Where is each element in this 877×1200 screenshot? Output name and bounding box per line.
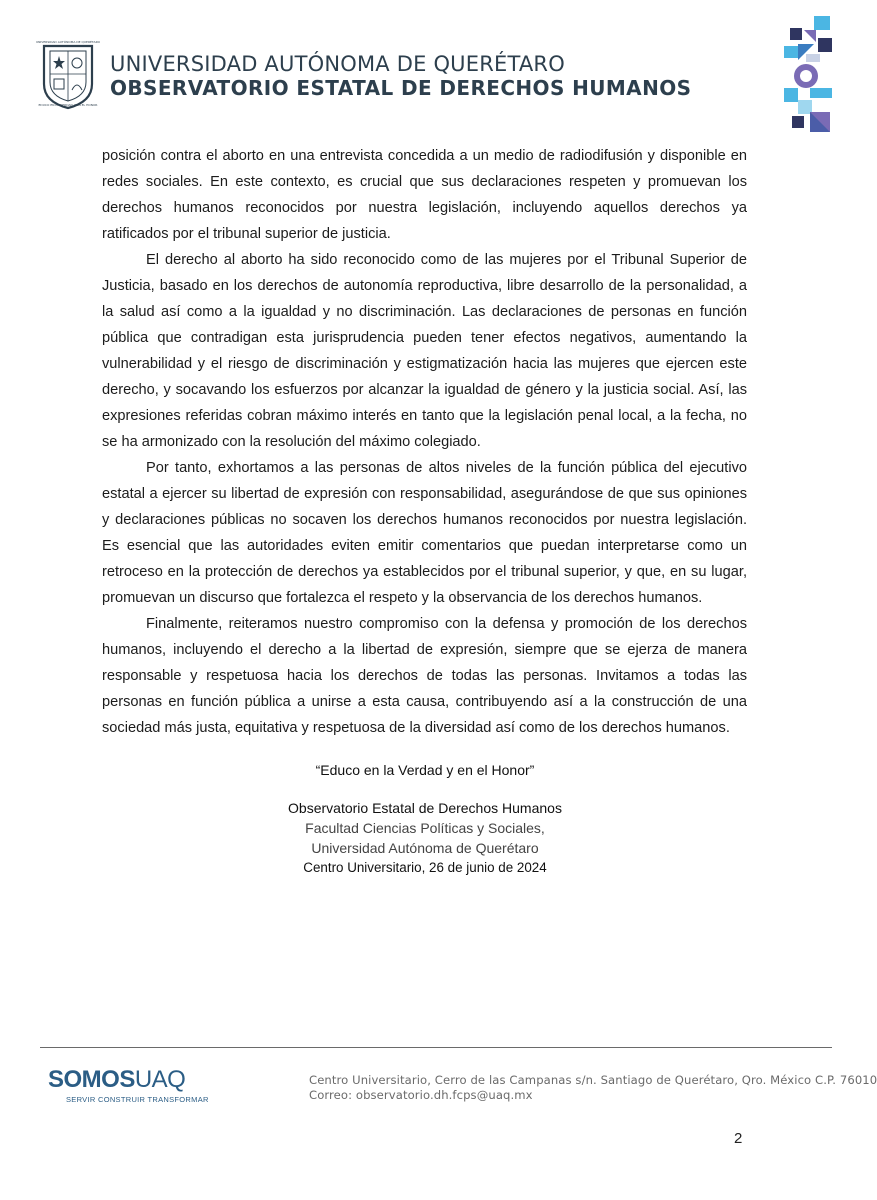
page-header: [0, 0, 849, 140]
signature-faculty: Facultad Ciencias Políticas y Sociales,: [305, 820, 545, 836]
observatory-mosaic-logo-icon: [784, 16, 834, 134]
footer-divider: [40, 1047, 832, 1048]
place-and-date: Centro Universitario, 26 de junio de 2024: [303, 860, 547, 875]
signature-university: Universidad Autónoma de Querétaro: [311, 840, 539, 856]
page-number: 2: [734, 1130, 743, 1147]
uaq-word: UAQ: [134, 1066, 186, 1093]
somos-uaq-logo: [48, 1066, 185, 1094]
university-seal-icon: [35, 38, 101, 110]
somos-word: SOMOS: [48, 1066, 135, 1093]
somos-tagline: SERVIR CONSTRUIR TRANSFORMAR: [66, 1095, 209, 1104]
signature-block: [200, 760, 650, 878]
paragraph-right-recognition: El derecho al aborto ha sido reconocido como de las mujeres por el Tribunal Superior de Justicia, basado en los derechos de autonomía reproductiva, libre desarrollo de la personalidad, a la salud así como a la igualdad y no discriminación. Las declaraciones de personas en función pública que contradigan esta jurisprudencia pueden tener efectos negativos, aumentando la vulnerabilidad y el riesgo de discriminación y estigmatización hacia las mujeres que ejercen este derecho, y socavando los esfuerzos por alcanzar la igualdad de género y la justicia social. Así, las expresiones referidas cobran máximo interés en tanto que la legislación penal local, a la fecha, no se ha armonizado con la resolución del máximo colegiado.: [102, 252, 747, 450]
seal-motto-text: EDUCO EN LA VERDAD Y EN EL HONOR: [38, 103, 98, 107]
institutional-motto: “Educo en la Verdad y en el Honor”: [315, 762, 535, 778]
letter-body: [102, 143, 747, 741]
paragraph-closing: Finalmente, reiteramos nuestro compromiso con la defensa y promoción de los derechos humanos, incluyendo el derecho a la libertad de expresión, siempre que se ejerza de manera responsable y respetuosa hacia los derechos de todas las personas. Invitamos a todas las personas en función pública a unirse a esta causa, contribuyendo así a la construcción de una sociedad más justa, equitativa y respetuosa de la diversidad así como de los derechos humanos.: [102, 616, 747, 736]
paragraph-continuation: posición contra el aborto en una entrevista concedida a un medio de radiodifusión y disponible en redes sociales. En este contexto, es crucial que sus declaraciones respeten y promuevan los derechos humanos reconocidos por nuestra legislación, incluyendo aquellos derechos ya ratificados por el tribunal superior de justicia.: [102, 148, 747, 242]
footer-address: Centro Universitario, Cerro de las Campanas s/n. Santiago de Querétaro, Qro. México C.P. 76010: [309, 1073, 877, 1087]
observatory-name: OBSERVATORIO ESTATAL DE DERECHOS HUMANOS: [110, 76, 692, 100]
footer-email: Correo: observatorio.dh.fcps@uaq.mx: [309, 1088, 533, 1102]
paragraph-exhortation: Por tanto, exhortamos a las personas de altos niveles de la función pública del ejecutivo estatal a ejercer su libertad de expresión con responsabilidad, asegurándose de que sus opiniones y declaraciones públicas no socaven los derechos humanos reconocidos por nuestra legislación. Es esencial que las autoridades eviten emitir comentarios que puedan interpretarse como un retroceso en la protección de derechos ya establecidos por el tribunal superior, y que, en su lugar, promuevan un discurso que fortalezca el respeto y la observancia de los derechos humanos.: [102, 460, 747, 606]
university-name: UNIVERSIDAD AUTÓNOMA DE QUERÉTARO: [110, 52, 565, 76]
signature-organization: Observatorio Estatal de Derechos Humanos: [288, 800, 562, 816]
seal-top-text: UNIVERSIDAD AUTÓNOMA DE QUERÉTARO: [35, 40, 101, 44]
